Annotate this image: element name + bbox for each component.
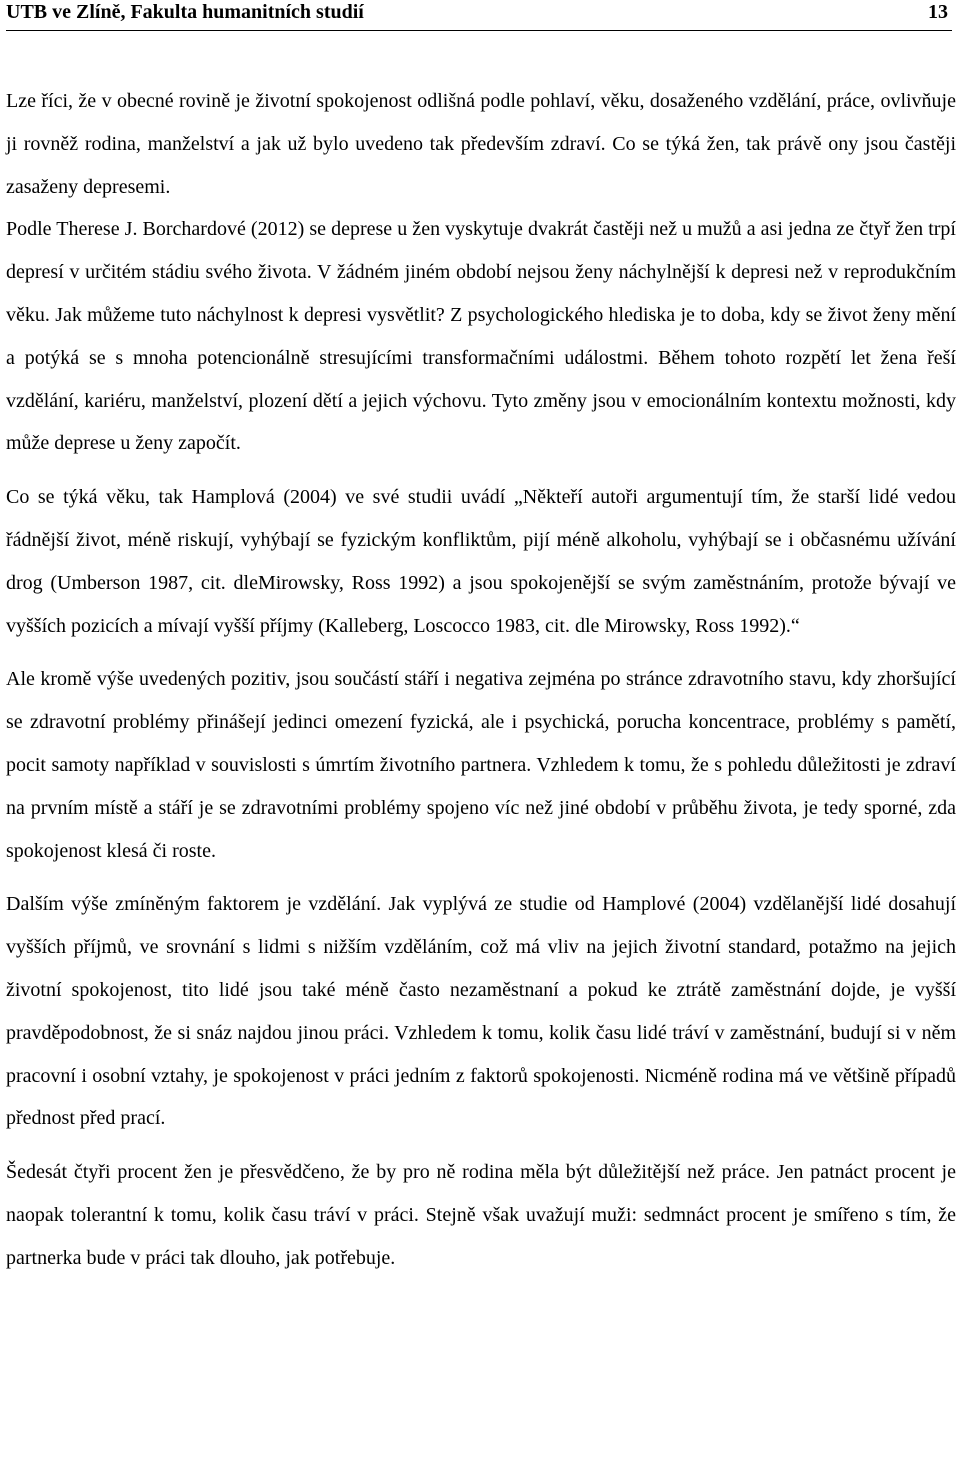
paragraph-old-age-negatives: Ale kromě výše uvedených pozitiv, jsou součástí stáří i negativa zejména po stránce zdravotního stavu, kdy zhoršující se zdravotní problémy přinášejí jedinci omezení fyzická, ale i psychická, porucha koncentrace, problémy s pamětí, pocit samoty například v souvislosti s úmrtím životního partnera. Vzhledem k tomu, že s pohledu důležitosti je zdraví na prvním místě a stáří je se zdravotními problémy spojeno víc než jiné období v průběhu života, je tedy sporné, zda spokojenost klesá či roste.	[6, 668, 956, 862]
body-text	[6, 80, 956, 1280]
paragraph-life-satisfaction: Lze říci, že v obecné rovině je životní spokojenost odlišná podle pohlaví, věku, dosaženého vzdělání, práce, ovlivňuje ji rovněž rodina, manželství a jak už bylo uvedeno tak především zdraví. Co se týká žen, tak právě ony jsou častěji zasaženy depresemi.	[6, 90, 956, 198]
paragraph-age: Co se týká věku, tak Hamplová (2004) ve své studii uvádí „Někteří autoři argumentují tím, že starší lidé vedou řádnější život, méně riskují, vyhýbají se fyzickým konfliktům, pijí méně alkoholu, vyhýbají se i občasnému užívání drog (Umberson 1987, cit. dleMirowsky, Ross 1992) a jsou spokojenější se svým zaměstnáním, protože bývají ve vyšších pozicích a mívají vyšší příjmy (Kalleberg, Loscocco 1983, cit. dle Mirowsky, Ross 1992).“	[6, 486, 956, 637]
paragraph-education: Dalším výše zmíněným faktorem je vzdělání. Jak vyplývá ze studie od Hamplové (2004) vzdělanější lidé dosahují vyšších příjmů, ve srovnání s lidmi s nižším vzděláním, což má vliv na jejich životní standard, potažmo na jejich životní spokojenost, tito lidé jsou také méně často nezaměstnaní a pokud ke ztrátě zaměstnání dojde, je vyšší pravděpodobnost, že si snáz najdou jinou práci. Vzhledem k tomu, kolik času lidé tráví v zaměstnání, budují si v něm pracovní i osobní vztahy, je spokojenost v práci jedním z faktorů spokojenosti. Nicméně rodina má ve většině případů přednost před prací.	[6, 893, 956, 1130]
page-number: 13	[928, 1, 948, 23]
header-title: UTB ve Zlíně, Fakulta humanitních studií	[6, 1, 364, 23]
paragraph-depression-women: Podle Therese J. Borchardové (2012) se deprese u žen vyskytuje dvakrát častěji než u mužů a asi jedna ze čtyř žen trpí depresí v určitém stádiu svého života. V žádném jiném období nejsou ženy náchylnější k depresi než v reprodukčním věku. Jak můžeme tuto náchylnost k depresi vysvětlit? Z psychologického hlediska je to doba, kdy se život ženy mění a potýká se s mnoha potencionálně stresujícími transformačními událostmi. Během tohoto rozpětí let žena řeší vzdělání, kariéru, manželství, plození dětí a jejich výchovu. Tyto změny jsou v emocionálním kontextu možnosti, kdy může deprese u ženy započít.	[6, 218, 956, 455]
page-header	[6, 0, 952, 31]
paragraph-family-vs-work: Šedesát čtyři procent žen je přesvědčeno, že by pro ně rodina měla být důležitější než práce. Jen patnáct procent je naopak tolerantní k tomu, kolik času tráví v práci. Stejně však uvažují muži: sedmnáct procent je smířeno s tím, že partnerka bude v práci tak dlouho, jak potřebuje.	[6, 1161, 956, 1269]
